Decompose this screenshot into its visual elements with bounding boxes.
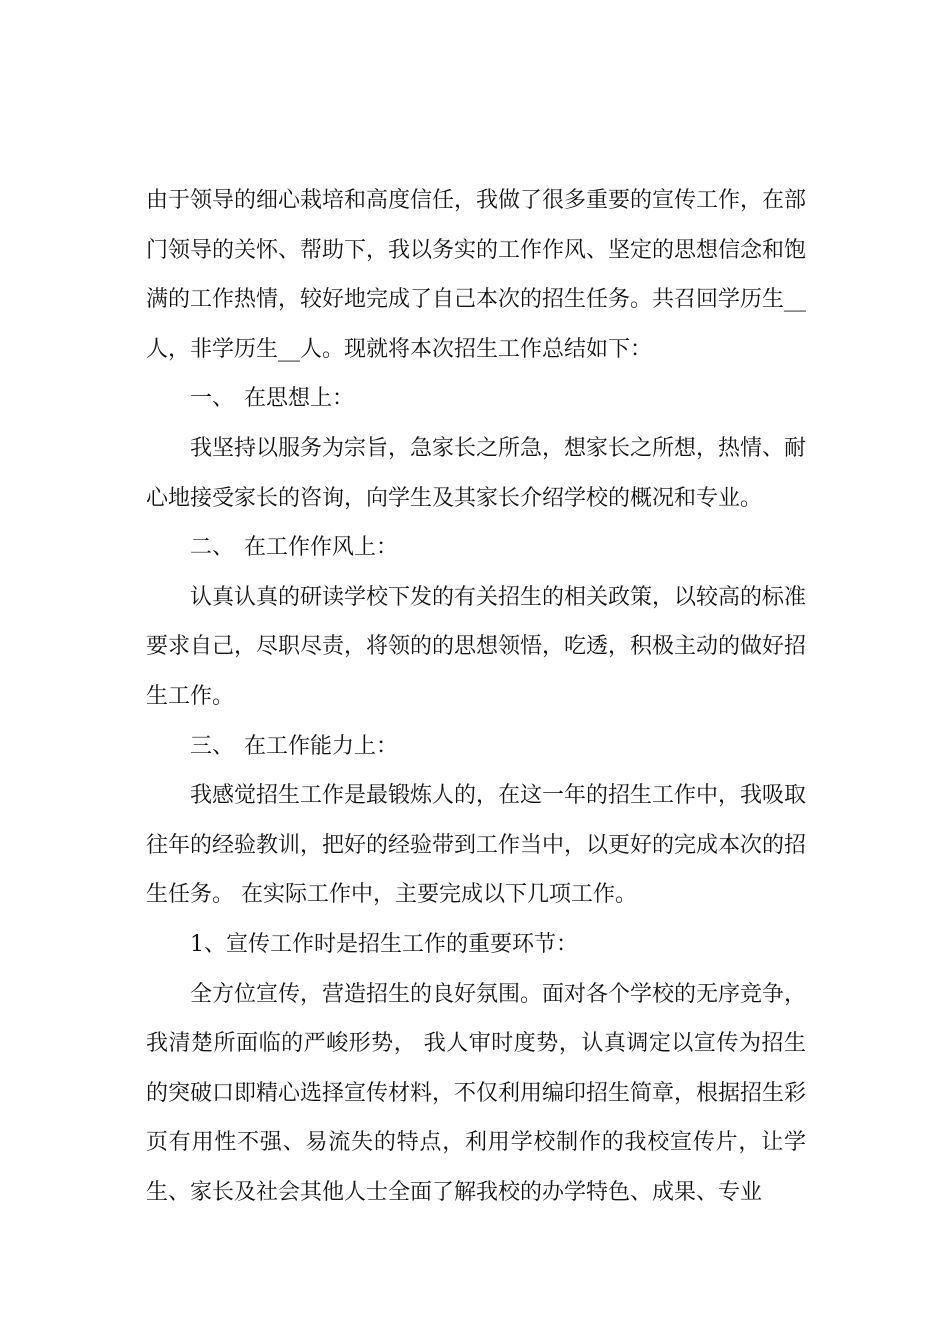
section-heading-1 [146,374,806,424]
section-heading-3 [146,722,806,772]
intro-paragraph: 由于领导的细心栽培和高度信任，我做了很多重要的宣传工作，在部门领导的关怀、帮助下，我以务实的工作作风、坚定的思想信念和饱满的工作热情，较好地完成了自己本次的招生任务。共召回学历生__人，非学历生__人。现就将本次招生工作总结如下： [146,188,807,362]
section-title: 在思想上： [244,386,355,412]
body-paragraph: 全方位宣传，营造招生的良好氛围。面对各个学校的无序竞争，我清楚所面临的严峻形势， 我人审时度势，认真调定以宣传为招生的突破口即精心选择宣传材料，不仅利用编印招生简章，根据招生彩页有用性不强、易流失的特点，利用学校制作的我校宣传片，让学生、家长及社会其他人士全面了解我校的办学特色、成果、专业 [146,981,807,1205]
section-title: 在工作能力上： [244,733,399,759]
body-paragraph: 认真认真的研读学校下发的有关招生的相关政策，以较高的标准要求自己，尽职尽责，将领的的思想领悟，吃透，积极主动的做好招生工作。 [146,584,807,709]
document-body [146,176,806,1217]
body-paragraph: 我坚持以服务为宗旨，急家长之所急，想家长之所想，热情、耐心地接受家长的咨询，向学生及其家长介绍学校的概况和专业。 [146,435,807,511]
section-heading-2 [146,523,806,573]
section-number: 三、 [190,733,235,759]
section-title: 在工作作风上： [244,535,399,561]
section-number: 一、 [190,386,235,412]
subsection-heading: 1、宣传工作时是招生工作的重要环节： [190,931,578,957]
body-paragraph: 我感觉招生工作是最锻炼人的，在这一年的招生工作中，我吸取往年的经验教训，把好的经验带到工作当中，以更好的完成本次的招生任务。 在实际工作中，主要完成以下几项工作。 [146,783,807,908]
section-number: 二、 [190,535,235,561]
